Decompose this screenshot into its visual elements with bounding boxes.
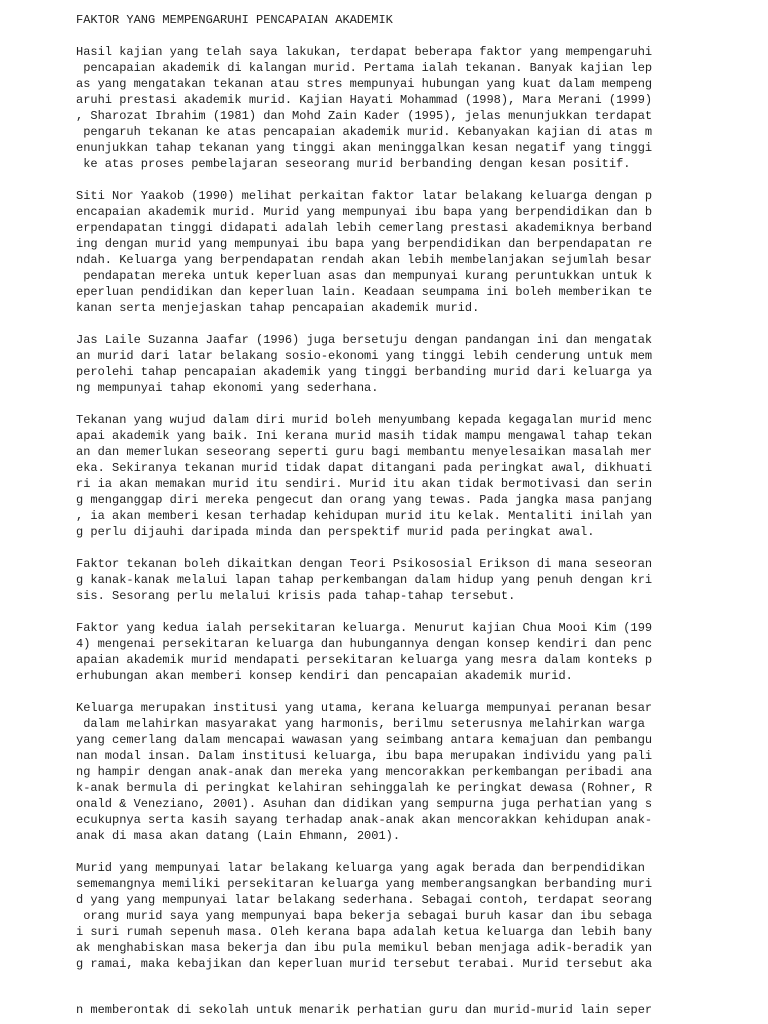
paragraph-sosio-ekonomi: Jas Laile Suzanna Jaafar (1996) juga bersetuju dengan pandangan ini dan mengatak an murid dari latar belakang sosio-ekonomi yang tinggi lebih cenderung untuk mem perolehi tahap pencapaian akademik yang tinggi berbanding murid dari keluarga ya ng mempunyai tahap ekonomi yang sederhana. bbox=[76, 333, 653, 395]
paragraph-tekanan: Hasil kajian yang telah saya lakukan, terdapat beberapa faktor yang mempengaruhi pencapaian akademik di kalangan murid. Pertama ialah tekanan. Banyak kajian lep as yang mengatakan tekanan atau stres mempunyai hubungan yang kuat dalam mempeng aruhi prestasi akademik murid. Kajian Hayati Mohammad (1998), Mara Merani (1999) , Sharozat Ibrahim (1981) dan Mohd Zain Kader (1995), jelas menunjukkan terdapat pengaruh tekanan ke atas pencapaian akademik murid. Kebanyakan kajian di atas m enunjukkan tahap tekanan yang tinggi akan meninggalkan kesan negatif yang tinggi ke atas proses pembelajaran seseorang murid berbanding dengan kesan positif. bbox=[76, 45, 653, 171]
paragraph-teori-erikson: Faktor tekanan boleh dikaitkan dengan Teori Psikososial Erikson di mana seseoran g kanak-kanak melalui lapan tahap perkembangan dalam hidup yang penuh dengan kri sis. Sesorang perlu melalui krisis pada tahap-tahap tersebut. bbox=[76, 557, 653, 603]
paragraph-persekitaran-keluarga: Faktor yang kedua ialah persekitaran keluarga. Menurut kajian Chua Mooi Kim (199 4) mengenai persekitaran keluarga dan hubungannya dengan konsep kendiri dan penc apaian akademik murid mendapati persekitaran keluarga yang mesra dalam konteks p erhubungan akan memberi konsep kendiri dan pencapaian akademik murid. bbox=[76, 621, 653, 683]
paragraph-institusi-keluarga: Keluarga merupakan institusi yang utama, kerana keluarga mempunyai peranan besar dalam melahirkan masyarakat yang harmonis, berilmu seterusnya melahirkan warga yang cemerlang dalam mencapai wawasan yang seimbang antara kemajuan dan pembangu nan modal insan. Dalam institusi keluarga, ibu bapa merupakan individu yang pali ng hampir dengan anak-anak dan mereka yang mencorakkan perkembangan peribadi ana k-anak bermula di peringkat kelahiran sehinggalah ke peringkat dewasa (Rohner, R onald & Veneziano, 2001). Asuhan dan didikan yang sempurna juga perhatian yang s ecukupnya serta kasih sayang terhadap anak-anak akan mencorakkan kehidupan anak- anak di masa akan datang (Lain Ehmann, 2001). bbox=[76, 701, 653, 843]
continuation-line: n memberontak di sekolah untuk menarik perhatian guru dan murid-murid lain seper bbox=[76, 1003, 653, 1017]
document-title: FAKTOR YANG MEMPENGARUHI PENCAPAIAN AKADEMIK bbox=[76, 13, 393, 27]
document-page bbox=[76, 12, 676, 972]
paragraph-contoh-murid: Murid yang mempunyai latar belakang keluarga yang agak berada dan berpendidikan sememangnya memiliki persekitaran keluarga yang memberangsangkan berbanding muri d yang yang mempunyai latar belakang sederhana. Sebagai contoh, terdapat seorang orang murid saya yang mempunyai bapa bekerja sebagai buruh kasar dan ibu sebaga i suri rumah sepenuh masa. Oleh kerana bapa adalah ketua keluarga dan lebih bany ak menghabiskan masa bekerja dan ibu pula memikul beban menjaga adik-beradik yan g ramai, maka kebajikan dan keperluan murid tersebut terabai. Murid tersebut aka bbox=[76, 861, 653, 971]
paragraph-kegagalan-murid: Tekanan yang wujud dalam diri murid boleh menyumbang kepada kegagalan murid menc apai akademik yang baik. Ini kerana murid masih tidak mampu mengawal tahap tekan an dan memerlukan seseorang seperti guru bagi membantu menyelesaikan masalah mer eka. Sekiranya tekanan murid tidak dapat ditangani pada peringkat awal, dikhuati ri ia akan memakan murid itu sendiri. Murid itu akan tidak bermotivasi dan serin g menganggap diri mereka pengecut dan orang yang tewas. Pada jangka masa panjang , ia akan memberi kesan terhadap kehidupan murid itu kelak. Mentaliti inilah yan g perlu dijauhi daripada minda dan perspektif murid pada peringkat awal. bbox=[76, 413, 653, 539]
paragraph-latar-belakang-keluarga: Siti Nor Yaakob (1990) melihat perkaitan faktor latar belakang keluarga dengan p encapaian akademik murid. Murid yang mempunyai ibu bapa yang berpendidikan dan b erpendapatan tinggi didapati adalah lebih cemerlang prestasi akademiknya berband ing dengan murid yang mempunyai ibu bapa yang berpendidikan dan berpendapatan re ndah. Keluarga yang berpendapatan rendah akan lebih membelanjakan sejumlah besar pendapatan mereka untuk keperluan asas dan mempunyai kurang peruntukkan untuk k eperluan pendidikan dan keperluan lain. Keadaan seumpama ini boleh memberikan te kanan serta menjejaskan tahap pencapaian akademik murid. bbox=[76, 189, 653, 315]
